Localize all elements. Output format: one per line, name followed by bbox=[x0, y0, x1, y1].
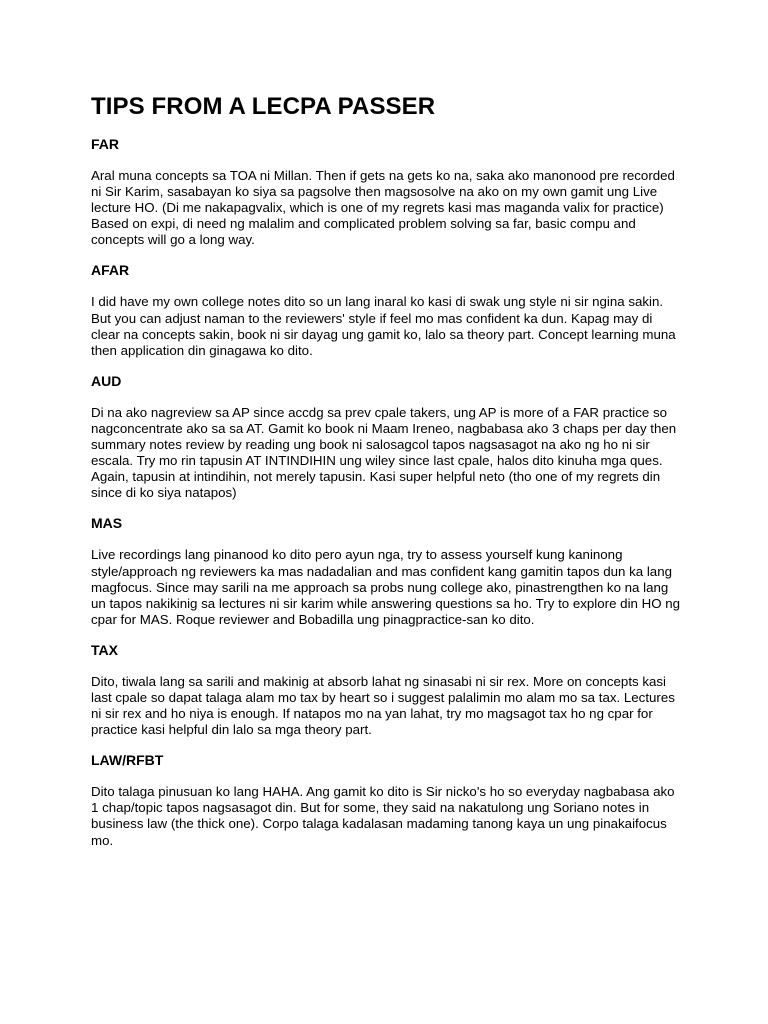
section-body-far: Aral muna concepts sa TOA ni Millan. Then if gets na gets ko na, saka ako manonood pre recorded ni Sir Karim, sasabayan ko siya sa pagsolve then magsosolve na ako on my own gamit ung Live lecture HO. (Di me nakapagvalix, which is one of my regrets kasi mas maganda valix for practice) Based on expi, di need ng malalim and complicated problem solving sa far, basic compu and concepts will go a long way. bbox=[91, 168, 675, 248]
section-law-rfbt bbox=[91, 752, 681, 848]
section-body-tax: Dito, tiwala lang sa sarili and makinig at absorb lahat ng sinasabi ni sir rex. More on concepts kasi last cpale so dapat talaga alam mo tax by heart so i suggest palalimin mo alam mo sa tax. Lectures ni sir rex and ho niya is enough. If natapos mo na yan lahat, try mo magsagot tax ho ng cpar for practice kasi helpful din lalo sa mga theory part. bbox=[91, 673, 675, 738]
section-aud bbox=[91, 373, 681, 502]
section-heading-law-rfbt: LAW/RFBT bbox=[91, 752, 164, 769]
document-page bbox=[91, 92, 681, 849]
section-body-law-rfbt: Dito talaga pinusuan ko lang HAHA. Ang gamit ko dito is Sir nicko's ho so everyday nagbabasa ako 1 chap/topic tapos nagsasagot din. But for some, they said na nakatulong ung Soriano notes in business law (the thick one). Corpo talaga kadalasan madaming tanong kaya un ung pinakaifocus mo. bbox=[91, 784, 675, 848]
section-tax bbox=[91, 642, 681, 738]
section-heading-aud: AUD bbox=[91, 372, 122, 389]
section-heading-mas: MAS bbox=[91, 515, 123, 532]
section-body-afar: I did have my own college notes dito so un lang inaral ko kasi di swak ung style ni sir ngina sakin. But you can adjust naman to the reviewers' style if feel mo mas confident ka dun. Kapag may di clear na concepts sakin, book ni sir dayag ung gamit ko, lalo sa theory part. Concept learning muna then application din ginagawa ko dito. bbox=[91, 294, 676, 358]
section-body-mas: Live recordings lang pinanood ko dito pero ayun nga, try to assess yourself kung kaninong style/approach ng reviewers ka mas nadadalian and mas confident kang gamitin tapos dun ka lang magfocus. Since may sarili na me approach sa probs nung college ako, pinastrengthen ko na lang un tapos nakikinig sa lectures ni sir karim while answering questions sa ho. Try to explore din HO ng cpar for MAS. Roque reviewer and Bobadilla ung pinagpractice-san ko dito. bbox=[91, 547, 681, 627]
section-mas bbox=[91, 515, 681, 627]
section-heading-far: FAR bbox=[91, 136, 119, 152]
section-heading-afar: AFAR bbox=[91, 262, 130, 279]
section-afar bbox=[91, 262, 681, 358]
section-body-aud: Di na ako nagreview sa AP since accdg sa prev cpale takers, ung AP is more of a FAR practice so nagconcentrate ako sa sa AT. Gamit ko book ni Maam Ireneo, nagbabasa ako 3 chaps per day then summary notes review by reading ung book ni salosagcol tapos nagsasagot na ako ng ho ni sir escala. Try mo rin tapusin AT INTINDIHIN ung wiley since last cpale, halos dito kinuha mga ques. Again, tapusin at intindihin, not merely tapusin. Kasi super helpful neto (tho one of my regrets din since di ko siya natapos) bbox=[91, 404, 677, 501]
document-title: TIPS FROM A LECPA PASSER bbox=[91, 93, 436, 120]
section-far bbox=[91, 136, 681, 248]
section-heading-tax: TAX bbox=[91, 641, 118, 658]
